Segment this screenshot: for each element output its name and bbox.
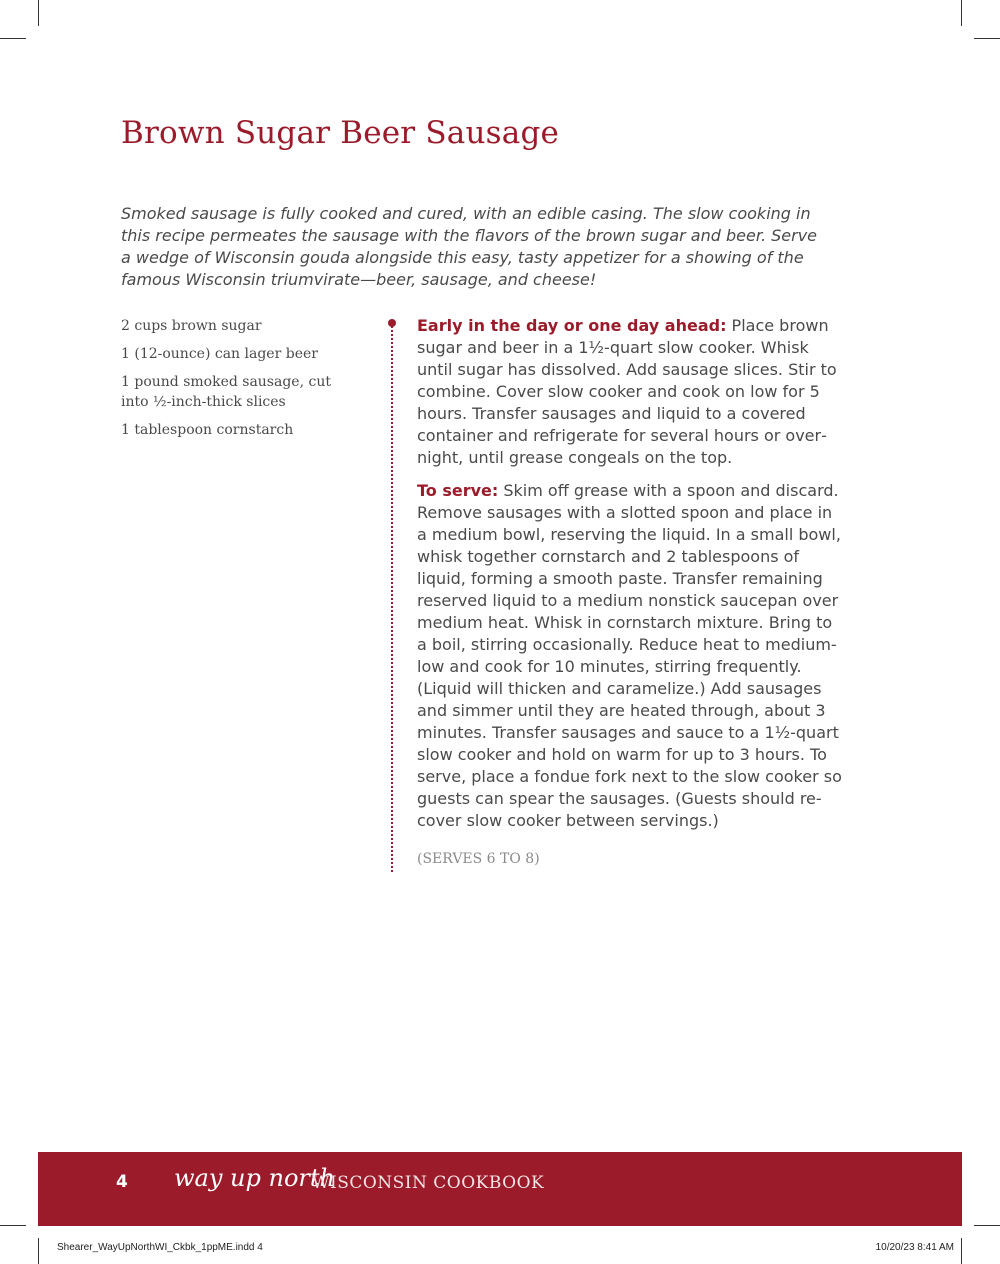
crop-mark-bottom-left-v [38, 1238, 39, 1264]
brand-title: WISCONSIN COOKBOOK [312, 1173, 545, 1193]
direction-step [417, 315, 847, 469]
slug-file: Shearer_WayUpNorthWI_Ckbk_1ppME.indd 4 [57, 1242, 263, 1253]
step-text: Skim off grease with a spoon and discard. Remove sausages with a slotted spoon and place in a medium bowl, reserving the liquid. In a small bowl, whisk together cornstarch and 2 tablespoons of liquid, forming a smooth paste. Transfer remaining reserved liquid to a medium nonstick saucepan over medium heat. Whisk in cornstarch mixture. Bring to a boil, stirring occasionally. Reduce heat to medium-low and cook for 10 minutes, stirring frequently. (Liquid will thicken and caramelize.) Add sausages and simmer until they are heated through, about 3 minutes. Transfer sausages and sauce to a 1½-quart slow cooker and hold on warm for up to 3 hours. To serve, place a fondue fork next to the slow cooker so guests can spear the sausages. (Guests should re-cover slow cooker between servings.) [417, 481, 842, 830]
crop-mark-bottom-right-h [974, 1225, 1000, 1226]
directions [417, 315, 847, 881]
crop-mark-top-right-h [974, 38, 1000, 39]
crop-mark-top-left-h [0, 38, 26, 39]
page-number: 4 [116, 1172, 128, 1192]
slug-date: 10/20/23 8:41 AM [875, 1242, 954, 1253]
step-text: Place brown sugar and beer in a 1½-quart slow cooker. Whisk until sugar has dissolved. Add sausage slices. Stir to combine. Cover slow cooker and cook on low for 5 hours. Transfer sausages and liquid to a covered container and refrigerate for several hours or overnight, until grease congeals on the top. [417, 316, 837, 467]
dotted-divider [391, 326, 393, 872]
ingredient-list [121, 316, 341, 448]
serves-note: (SERVES 6 TO 8) [417, 851, 540, 867]
ingredient-item: 1 (12-ounce) can lager beer [121, 346, 318, 362]
footer-band [38, 1152, 962, 1226]
crop-mark-bottom-left-h [0, 1225, 26, 1226]
brand-script: way up north [174, 1164, 335, 1192]
crop-mark-top-right-v [961, 0, 962, 26]
crop-mark-bottom-right-v [961, 1238, 962, 1264]
step-lead: To serve: [417, 481, 499, 500]
ingredient-item: 1 pound smoked sausage, cut into ½-inch-thick slices [121, 374, 331, 410]
step-lead: Early in the day or one day ahead: [417, 316, 727, 335]
direction-step [417, 480, 847, 832]
recipe-intro: Smoked sausage is fully cooked and cured, with an edible casing. The slow cooking in this recipe permeates the sausage with the flavors of the brown sugar and beer. Serve a wedge of Wisconsin gouda alongside this easy, tasty appetizer for a showing of the famous Wisconsin triumvirate—beer, sausage, and cheese! [121, 204, 817, 289]
recipe-title: Brown Sugar Beer Sausage [121, 115, 560, 151]
ingredient-item: 2 cups brown sugar [121, 318, 262, 334]
crop-mark-top-left-v [38, 0, 39, 26]
ingredient-item: 1 tablespoon cornstarch [121, 422, 294, 438]
